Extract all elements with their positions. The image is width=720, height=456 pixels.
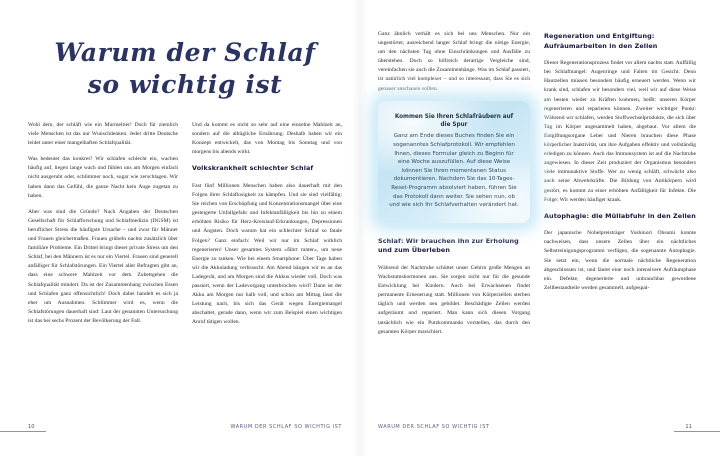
right-page [360,0,720,456]
page-title-line-2: so wichtig ist [87,69,283,99]
paragraph: Während der Nachtruhe schüttet unser Gehirn große Mengen an Wachstumshormonen aus. Sie sorgen nicht nur für die gesunde Entwicklung bei Kindern. Auch bei Erwachsenen findet permanente Erneuerung statt. Millionen von Körperzellen sterben täglich und werden neu gebildet. Beschädigte Zellen werden aufgeräumt und repariert. Man kann sich diesen Vorgang tatsächlich wie ein Putzkommando vorstellen, das durch den gesamten Körper marschiert. [378,265,530,335]
running-head-right: WARUM DER SCHLAF SO WICHTIG IST [378,424,490,430]
paragraph: Wohl dem, der schläft wie ein Murmeltier! Doch für ziemlich viele Menschen ist das nur Wunschdenken. Jeder dritte Deutsche leidet unter einer mangelhaften Schlafqualität. [28,122,178,147]
paragraph: Dieser Regenerationsprozess findet vor allem nachts statt. Auffällig bei Schlafmangel: Augenringe und Falten im Gesicht. Denn Hautzellen müssen besonders häufig erneuert werden. Wenn wir krank sind, schlafen wir besonders viel, weil wir auf diese Weise am besten wieder zu Kräften kommen, heißt: unseren Körper regenerieren und reparieren können. Zweiter wichtiger Punkt: Während wir schlafen, werden Stoffwechselprodukte, die sich über Tag im Körper angesammelt haben, abgebaut. Vor allem die Entgiftungsorgane Leber und Nieren brauchen diese Phase körperlicher Inaktivität, um ihre Aufgaben effektiv und vollständig erledigen zu können. Auch das Immunsystem ist auf die Nachtruhe angewiesen. In dieser Zeit produziert der Organismus besonders viele immunaktive Stoffe. Wer zu wenig schläft, schwächt also auch seine Abwehrkräfte. Die Bildung von Antikörpern wird gestört, es kommt zu einer erhöhten Anfälligkeit für Infekte. Die Folge: Wir werden häufiger krank. [544,60,696,203]
callout-title: Kommen Sie Ihren Schlafräubern auf die Spur [394,113,514,129]
section-heading-autophagie: Autophagie: die Müllabfuhr in den Zellen [544,211,696,220]
paragraph: Aber was sind die Gründe? Nach Angaben der Deutschen Gesellschaft für Schlafforschung und Schlafmedizin (DGSM) ist beruflicher Stress die häufigste Ursache – und zwar für Männer und Frauen gleichermaßen. Frauen grübeln nachts zusätzlich über familiäre Probleme. Ein Drittel bringt dieser private Stress um den Schlaf, bei den Männern ist es nur ein Viertel. Frauen sind generell anfälliger für Schlafstörungen. Ein Viertel aller Befragten gibt an, dass eine schwere Mahlzeit vor dem Zubettgehen die Schlafqualität mindert. Da ist der Zusammenhang zwischen Essen und Schlafen ganz offensichtlich! Doch dabei handelt es sich ja eher um Ausnahmen. Schlimmer wird es, wenn die Schlafstörungen dauerhaft sind: Laut der genannten Untersuchung ist das bei sechs Prozent der Bevölkerung der Fall. [28,208,178,324]
callout-body: Ganz am Ende dieses Buches finden Sie ein sogenanntes Schlafprotokoll. Wir empfehlen Ihnen, dieses Formular gleich zu Beginn für eine Woche auszufüllen. Auf diese Weise können Sie Ihren momentanen Status dokumentieren. Nachdem Sie das 10-Tages-Reset-Programm absolviert haben, führen Sie das Protokoll dann weiter. Sie sehen nun, ob und wie sich Ihr Schlafverhalten verändert hat. [389,133,519,209]
paragraph: Der japanische Nobelpreisträger Yoshinori Ohsumi konnte nachweisen, dass unsere Zellen über ein nächtliches Selbstreinigungsprogramm verfügen, die sogenannte Autophagie. Sie setzt ein, wenn die normale nächtliche Regeneration abgeschlossen ist, und läutet eine noch intensivere Aufräumphase ein. Defekte, degenerierte und unbrauchbar gewordene Zellbestandteile werden gesammelt, aufgespal- [544,230,696,291]
paragraph: Und da kommt es nicht so sehr auf eine einzelne Mahlzeit an, sondern auf die alltägliche Ernährung. Deshalb haben wir ein Konzept entwickelt, das von Montag bis Sonntag und von morgens bis abends wirkt. [192,122,342,156]
right-page-columns [378,30,696,344]
page-title [28,38,342,99]
left-column-1 [28,121,178,334]
paragraph: Was bedeutet das konkret? Wir schlafen schlecht ein, wachen häufig auf, liegen lange wach und fühlen uns am Morgen einfach nicht ausgeruht oder, schlimmer noch, sogar wie zerschlagen. Wir haben dann das Gefühl, die ganze Nacht kein Auge zugetan zu haben. [28,156,178,199]
paragraph: Ganz ähnlich verhält es sich bei uns Menschen. Nur ein ungestörter, ausreichend langer Schlaf bringt die nötige Energie, um den nächsten Tag ohne Einschränkungen und Ausfälle zu überstehen. Doch so hilfreich derartige Vergleiche sind, vereinfachen sie auch die Zusammenhänge. Was im Schlaf passiert, ist natürlich viel komplexer – und so interessant, dass Sie es sich genauer anschauen sollten. [378,31,530,92]
right-column-2 [544,30,696,344]
page-number-left: 10 [28,424,35,430]
right-column-1 [378,30,530,344]
section-heading-regeneration: Regeneration und Entgiftung: Aufräumarbeiten in den Zellen [544,32,658,50]
left-column-2 [192,121,342,334]
callout-box-schlafprotokoll [378,101,530,223]
left-page-columns [28,121,342,334]
section-heading-volkskrankheit: Volkskrankheit schlechter Schlaf [192,164,314,173]
left-page-footer [0,418,360,432]
right-page-footer [360,418,720,432]
page-number-right: 11 [685,424,692,430]
page-title-line-1: Warum der Schlaf [54,38,316,67]
running-head-left: WARUM DER SCHLAF SO WICHTIG IST [230,424,342,430]
folio-rule [674,431,720,432]
section-heading-schlaf-erholung: Schlaf: Wir brauchen ihn zur Erholung und zum Überleben [378,236,519,255]
paragraph: Fast fünf Millionen Menschen haben also dauerhaft mit den Folgen ihrer Schlaflosigkeit zu kämpfen. Und sie sind vielfältig: Sie reichen von Erschöpfung und Konzentrationsmangel über eine gesteigerte Unfallgefahr und Infektanfälligkeit bis hin zu einem erhöhten Risiko für Herz-Kreislauf-Erkrankungen, Depressionen und Ängsten. Doch warum hat ein schlechter Schlaf so fatale Folgen? Ganz einfach: Weil wir nur im Schlaf wirklich regenerieren! Unser gesamtes System »fährt runter«, um neue Energie zu tanken. Wie bei einem Smartphone: Über Tage haben wir die Akkuladung verbraucht. Am Abend hängen wir es an das Ladegerät, und am Morgen sind die Akkus wieder voll. Doch was passiert, wenn der Ladevorgang unterbrochen wird? Dann ist der Akku am Morgen nur halb voll, und schon am Mittag lässt die Leistung nach, bis sich das Gerät wegen Energiemangel abschaltet, gerade dann, wenn wir zum Beispiel einen wichtigen Anruf tätigen wollen. [192,182,342,326]
folio-rule [0,431,46,432]
